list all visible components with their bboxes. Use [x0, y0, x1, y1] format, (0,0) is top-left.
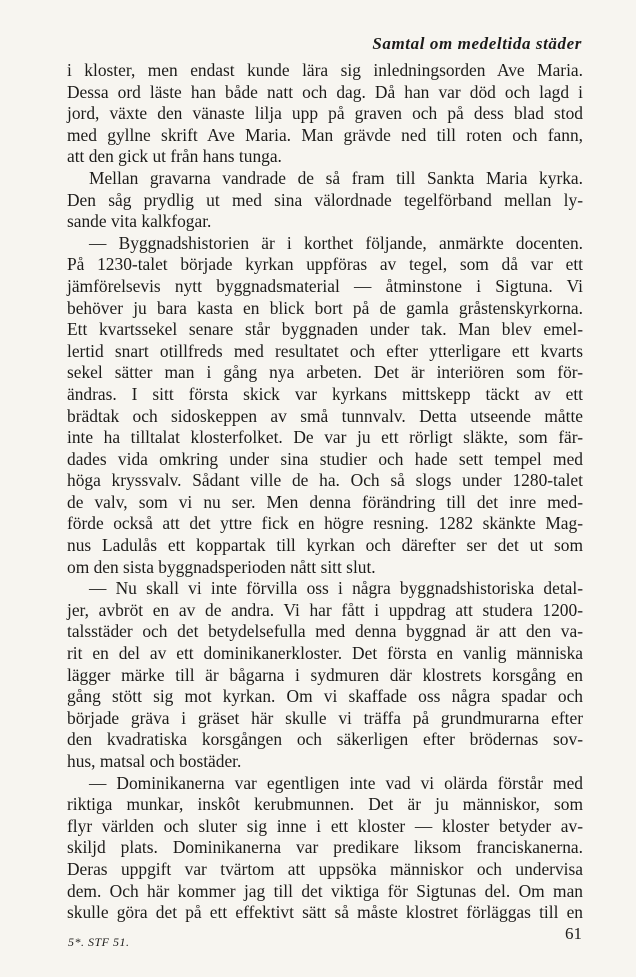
text-line: sekel sätter man i gång nya arbeten. Det är interiören som för-: [67, 362, 583, 383]
text-line: Den såg prydlig ut med sina välordnade tegelförband mellan ly-: [67, 189, 583, 210]
text-line: förde också att det yttre fick en högre resning. 1282 skänkte Mag-: [67, 513, 583, 534]
paragraph-1: [67, 60, 583, 168]
text-line: gång stött sig mot kyrkan. Om vi skaffade oss några spadar och: [67, 686, 583, 707]
text-line: Deras uppgift var tvärtom att uppsöka människor och undervisa: [67, 858, 583, 879]
text-line: lertid snart otillfreds med resultatet och efter ytterligare ett kvarts: [67, 340, 583, 361]
text-line: Ett kvartssekel senare står byggnaden under tak. Man blev emel-: [67, 319, 583, 340]
text-line: nus Ladulås ett koppartak till kyrkan och därefter ser det ut som: [67, 535, 583, 556]
text-line: ändras. I sitt första skick var kyrkans mittskepp täckt av ett: [67, 383, 583, 404]
text-line: brädtak och sidoskeppen av små tunnvalv. Detta utseende måtte: [67, 405, 583, 426]
text-line: om den sista byggnadsperioden nått sitt slut.: [67, 556, 376, 577]
text-line: riktiga munkar, inskôt kerubmunnen. Det är ju människor, som: [67, 794, 583, 815]
text-line: sande vita kalkfogar.: [67, 211, 212, 232]
text-line: dades vida omkring under sina studier och hade sett tempel med: [67, 448, 583, 469]
text-line: — Nu skall vi inte förvilla oss i några byggnadshistoriska detal-: [89, 578, 583, 599]
text-line: jämförelsevis nytt byggnadsmaterial — åtminstone i Sigtuna. Vi: [67, 275, 583, 296]
paragraph-4: [67, 578, 583, 772]
text-line: skulle göra det på ett effektivt sätt så måste klostret förläggas till en: [67, 902, 583, 923]
text-line: började gräva i gräset här skulle vi träffa på grundmurarna efter: [67, 707, 583, 728]
running-head-title: Samtal om medeltida städer: [372, 34, 582, 53]
text-line: flyr världen och sluter sig inne i ett kloster — kloster betyder av-: [67, 815, 583, 836]
paragraph-2: [67, 168, 583, 233]
text-line: höga kryssvalv. Sådant ville de ha. Och så slogs under 1280-talet: [67, 470, 583, 491]
text-line: Dessa ord läste han både natt och dag. Då han var död och lagd i: [67, 81, 583, 102]
text-line: att den gick ut från hans tunga.: [67, 146, 282, 167]
text-line: med gyllne skrift Ave Maria. Man grävde ned till roten och fann,: [67, 124, 583, 145]
text-line: — Dominikanerna var egentligen inte vad vi olärda förstår med: [89, 772, 583, 793]
text-line: Mellan gravarna vandrade de så fram till Sankta Maria kyrka.: [89, 167, 583, 188]
text-line: På 1230-talet började kyrkan uppföras av tegel, som då var ett: [67, 254, 583, 275]
text-line: rit en del av ett dominikanerkloster. Det första en vanlig människa: [67, 643, 583, 664]
body-text: [67, 60, 583, 924]
text-line: inte ha tilltalat klosterfolket. De var ju ett rörligt släkte, som fär-: [67, 427, 583, 448]
page-number: 61: [565, 924, 582, 943]
paragraph-5: [67, 773, 583, 924]
printer-signature: 5*. STF 51.: [68, 935, 130, 949]
text-line: — Byggnadshistorien är i korthet följande, anmärkte docenten.: [89, 232, 583, 253]
paragraph-3: [67, 233, 583, 579]
text-line: lägger märke till är bågarna i sydmuren där klostrets korsgång en: [67, 664, 583, 685]
text-line: jord, växte den vänaste lilja upp på graven och på dess blad stod: [67, 103, 583, 124]
text-line: skiljd plats. Dominikanerna var predikare liksom franciskanerna.: [67, 837, 583, 858]
text-line: behöver ju bara kasta en blick bort på de gamla gråstenskyrkorna.: [67, 297, 583, 318]
text-line: i kloster, men endast kunde lära sig inledningsorden Ave Maria.: [67, 60, 583, 80]
text-line: dem. Och här kommer jag till det viktiga för Sigtunas del. Om man: [67, 880, 583, 901]
text-line: hus, matsal och bostäder.: [67, 751, 242, 771]
text-line: talsstäder och det betydelsefulla med denna byggnad är att den va-: [67, 621, 583, 642]
text-line: den kvadratiska korsgången och säkerligen efter brödernas sov-: [67, 729, 583, 750]
text-line: de valv, som vi nu ser. Men denna förändring till det inre med-: [67, 491, 583, 512]
text-line: jer, avbröt en av de andra. Vi har fått i uppdrag att studera 1200-: [67, 599, 583, 620]
